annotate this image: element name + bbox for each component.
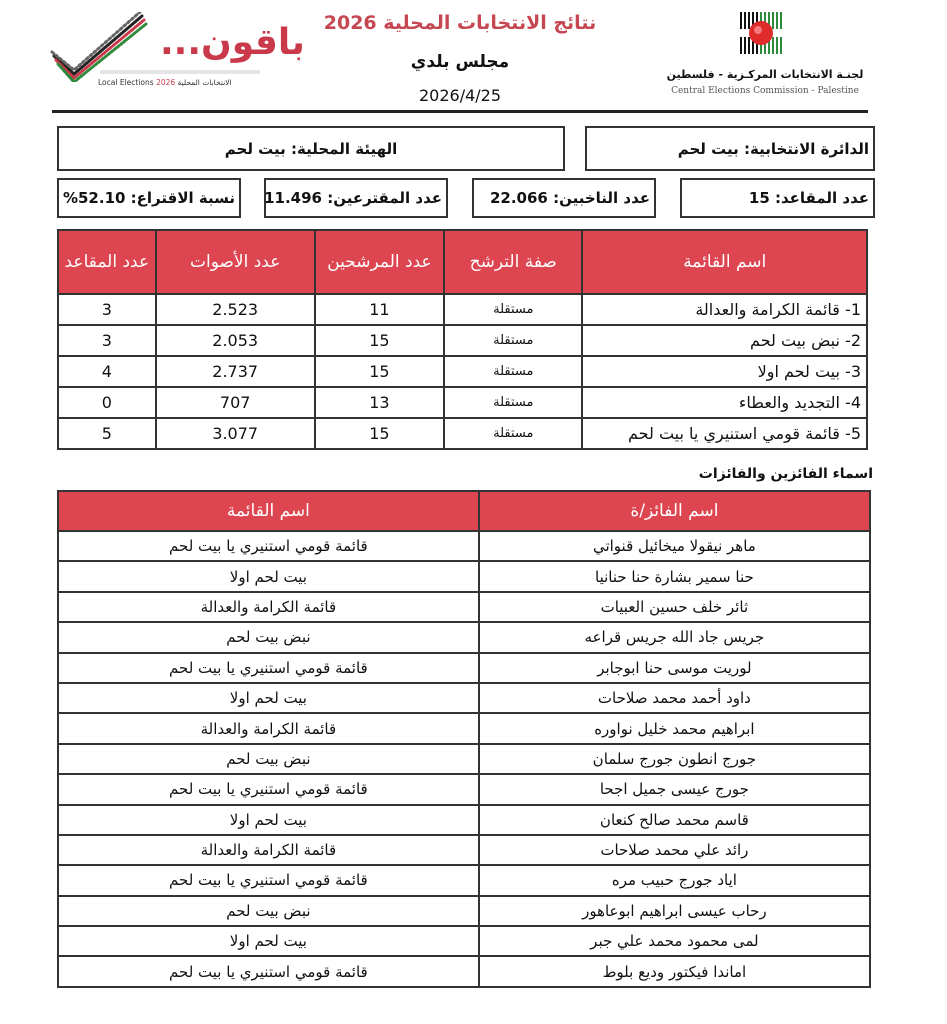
winners-table xyxy=(57,490,871,988)
winner-name: لمى محمود محمد علي جبر xyxy=(479,926,870,956)
brand-text: باقون... xyxy=(160,22,305,63)
winner-list: نبض بيت لحم xyxy=(58,896,479,926)
local-body-box xyxy=(57,126,565,171)
col-votes: عدد الأصوات xyxy=(156,230,315,294)
table-row xyxy=(58,387,867,418)
table-row xyxy=(58,774,870,804)
org-name-en: Central Elections Commission - Palestine xyxy=(671,86,859,96)
list-name: 2- نبض بيت لحم xyxy=(582,325,867,356)
turnout-count-label: عدد المقترعين: 11.496 xyxy=(264,189,442,207)
winners-header-row xyxy=(58,491,870,531)
votes: 2.737 xyxy=(156,356,315,387)
table-row xyxy=(58,592,870,622)
seats: 5 xyxy=(58,418,156,449)
seats: 3 xyxy=(58,294,156,325)
table-row xyxy=(58,896,870,926)
winner-list: قائمة الكرامة والعدالة xyxy=(58,713,479,743)
table-row xyxy=(58,683,870,713)
table-row xyxy=(58,653,870,683)
turnout-count-box xyxy=(264,178,448,218)
seats: 3 xyxy=(58,325,156,356)
winner-name: ابراهيم محمد خليل نواوره xyxy=(479,713,870,743)
table-row xyxy=(58,356,867,387)
votes: 707 xyxy=(156,387,315,418)
col-seats: عدد المقاعد xyxy=(58,230,156,294)
winner-list: بيت لحم اولا xyxy=(58,561,479,591)
table-row xyxy=(58,531,870,561)
subtitle-en: Local Elections xyxy=(98,78,154,87)
candidacy-type: مستقلة xyxy=(444,356,582,387)
col-candidates-count: عدد المرشحين xyxy=(315,230,444,294)
council-type: مجلس بلدي xyxy=(410,52,510,72)
table-row xyxy=(58,325,867,356)
winner-list: قائمة الكرامة والعدالة xyxy=(58,835,479,865)
header-divider xyxy=(52,110,868,113)
voters-label: عدد الناخبين: 22.066 xyxy=(489,189,650,207)
winner-list: قائمة الكرامة والعدالة xyxy=(58,592,479,622)
winner-name: حنا سمير بشارة حنا حنانيا xyxy=(479,561,870,591)
seats-box xyxy=(680,178,875,218)
winner-list: قائمة قومي استنيري يا بيت لحم xyxy=(58,956,479,986)
list-name: 1- قائمة الكرامة والعدالة xyxy=(582,294,867,325)
winner-name: داود أحمد محمد صلاحات xyxy=(479,683,870,713)
candidacy-type: مستقلة xyxy=(444,294,582,325)
table-row xyxy=(58,926,870,956)
list-name: 3- بيت لحم اولا xyxy=(582,356,867,387)
table-row xyxy=(58,744,870,774)
winner-name: لوريت موسى حنا ابوجابر xyxy=(479,653,870,683)
winner-name: اماندا فيكتور وديع بلوط xyxy=(479,956,870,986)
winner-list: نبض بيت لحم xyxy=(58,622,479,652)
candidates-count: 13 xyxy=(315,387,444,418)
winner-list: بيت لحم اولا xyxy=(58,805,479,835)
baqoon-logo xyxy=(50,8,305,98)
winner-name: اياد جورج حبيب مره xyxy=(479,865,870,895)
results-header-row xyxy=(58,230,867,294)
col-list-name: اسم القائمة xyxy=(58,491,479,531)
winner-name: جورج عيسى جميل اجحا xyxy=(479,774,870,804)
table-row xyxy=(58,294,867,325)
votes: 2.053 xyxy=(156,325,315,356)
cec-logo xyxy=(660,10,870,100)
candidacy-type: مستقلة xyxy=(444,325,582,356)
local-body-label: الهيئة المحلية: بيت لحم xyxy=(224,139,398,158)
district-label: الدائرة الانتخابية: بيت لحم xyxy=(677,139,869,158)
turnout-rate-label: نسبة الاقتراع: 52.10% xyxy=(62,189,235,207)
seats: 0 xyxy=(58,387,156,418)
table-row xyxy=(58,561,870,591)
page-title: نتائج الانتخابات المحلية 2026 xyxy=(323,12,597,34)
turnout-rate-box xyxy=(57,178,241,218)
winner-list: قائمة قومي استنيري يا بيت لحم xyxy=(58,774,479,804)
winner-list: قائمة قومي استنيري يا بيت لحم xyxy=(58,653,479,683)
table-row xyxy=(58,835,870,865)
candidacy-type: مستقلة xyxy=(444,387,582,418)
winner-list: قائمة قومي استنيري يا بيت لحم xyxy=(58,531,479,561)
subtitle-ar: الانتخابات المحلية xyxy=(177,78,232,87)
winner-list: بيت لحم اولا xyxy=(58,926,479,956)
candidacy-type: مستقلة xyxy=(444,418,582,449)
table-row xyxy=(58,713,870,743)
candidates-count: 15 xyxy=(315,325,444,356)
col-list-name: اسم القائمة xyxy=(582,230,867,294)
table-row xyxy=(58,956,870,986)
candidates-count: 15 xyxy=(315,356,444,387)
winner-name: جريس جاد الله جريس قراعه xyxy=(479,622,870,652)
election-date: 2026/4/25 xyxy=(418,86,502,105)
voters-box xyxy=(472,178,656,218)
winner-name: ثائر خلف حسين العبيات xyxy=(479,592,870,622)
col-candidacy-type: صفة الترشح xyxy=(444,230,582,294)
list-name: 4- التجديد والعطاء xyxy=(582,387,867,418)
winner-name: قاسم محمد صالح كنعان xyxy=(479,805,870,835)
winner-name: جورج انطون جورج سلمان xyxy=(479,744,870,774)
cec-emblem-icon xyxy=(740,12,782,54)
votes: 2.523 xyxy=(156,294,315,325)
winners-section-title: اسماء الفائزين والفائزات xyxy=(698,466,873,482)
table-row xyxy=(58,865,870,895)
winner-name: رحاب عيسى ابراهيم ابوعاهور xyxy=(479,896,870,926)
seats-label: عدد المقاعد: 15 xyxy=(748,189,869,207)
district-box xyxy=(585,126,875,171)
seats: 4 xyxy=(58,356,156,387)
subtitle-year: 2026 xyxy=(156,78,176,87)
org-name-ar: لجنـة الانتخابات المركـزية - فلسطين xyxy=(666,68,864,81)
winner-name: رائد علي محمد صلاحات xyxy=(479,835,870,865)
list-name: 5- قائمة قومي استنيري يا بيت لحم xyxy=(582,418,867,449)
winner-list: قائمة قومي استنيري يا بيت لحم xyxy=(58,865,479,895)
table-row xyxy=(58,805,870,835)
candidates-count: 15 xyxy=(315,418,444,449)
col-winner-name: اسم الفائز/ة xyxy=(479,491,870,531)
logo-subtitle xyxy=(98,78,232,87)
candidates-count: 11 xyxy=(315,294,444,325)
winner-list: بيت لحم اولا xyxy=(58,683,479,713)
divider xyxy=(100,70,260,74)
table-row xyxy=(58,418,867,449)
winner-name: ماهر نيقولا ميخائيل قنواتي xyxy=(479,531,870,561)
votes: 3.077 xyxy=(156,418,315,449)
table-row xyxy=(58,622,870,652)
winner-list: نبض بيت لحم xyxy=(58,744,479,774)
results-table xyxy=(57,229,868,450)
